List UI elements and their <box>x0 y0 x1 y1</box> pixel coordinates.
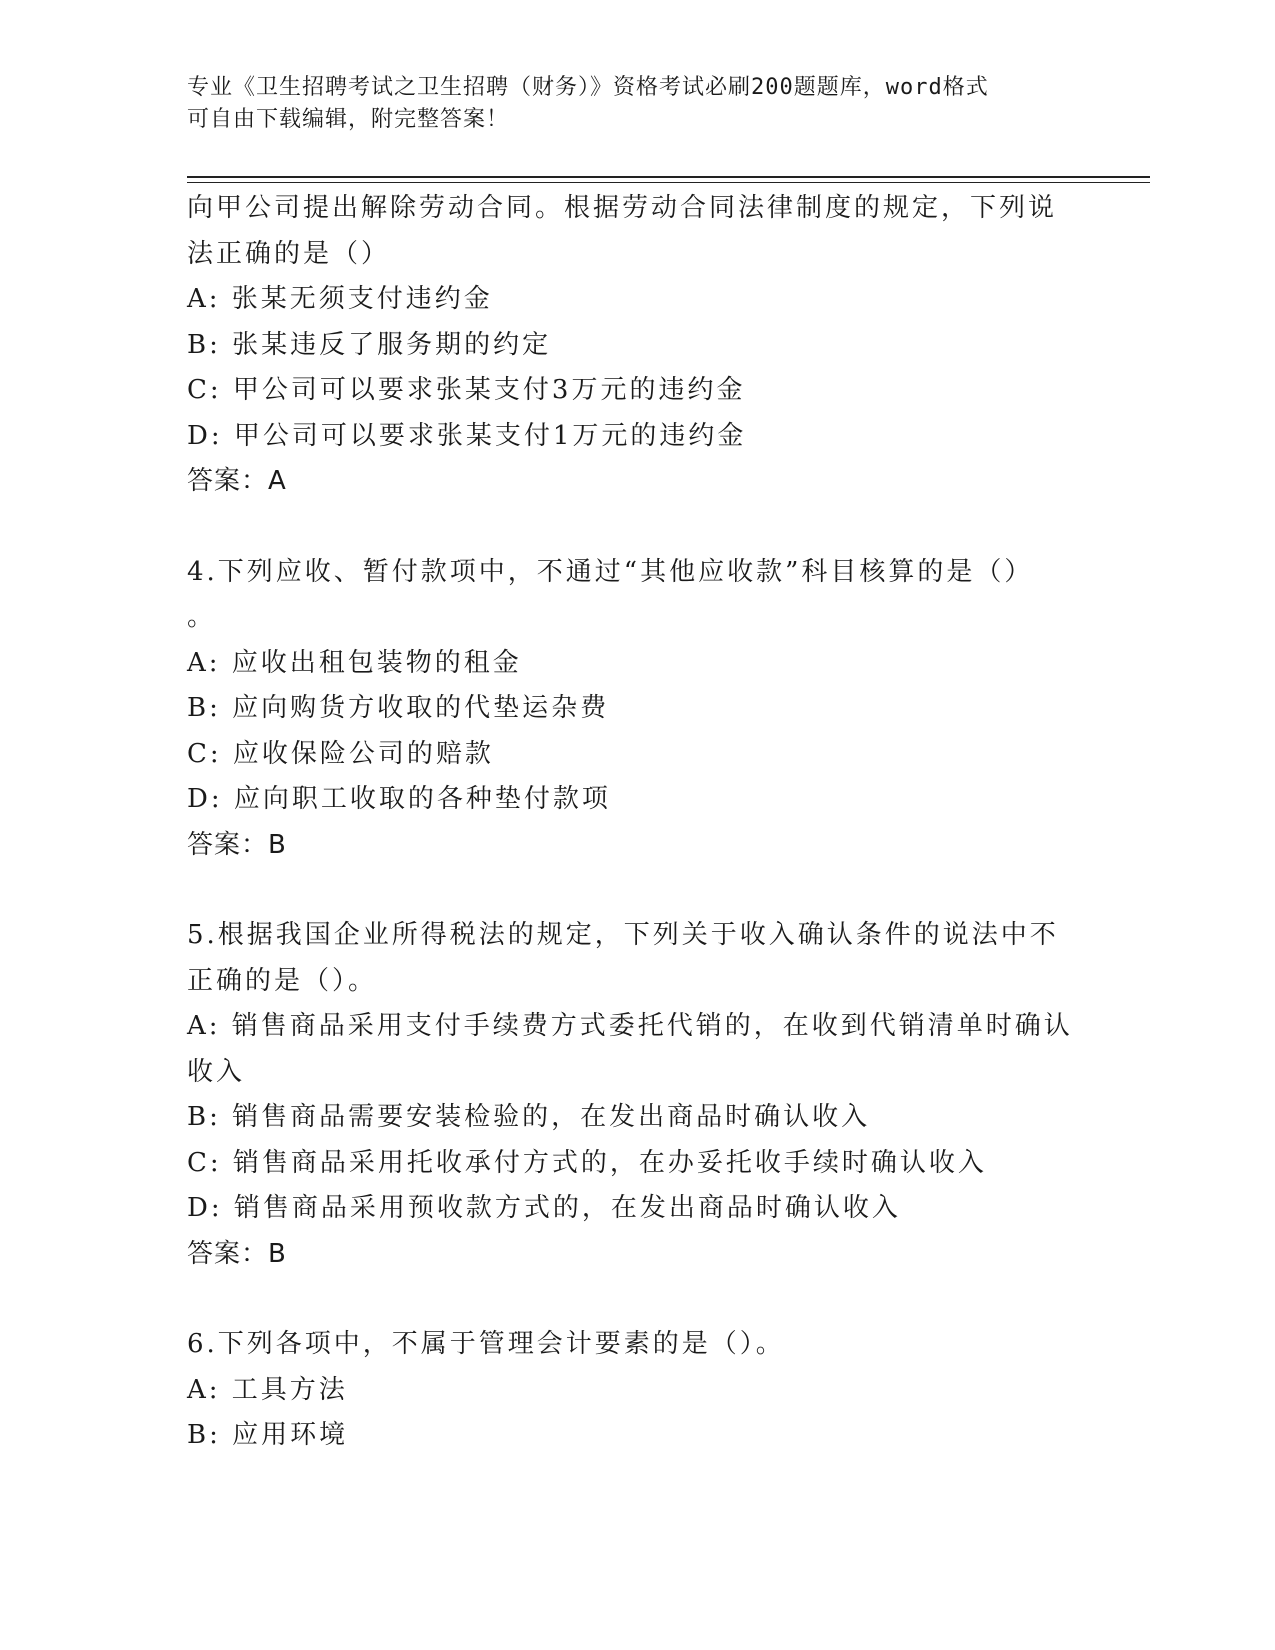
question-stem: 4.下列应收、暂付款项中，不通过“其他应收款”科目核算的是（） <box>187 556 1034 587</box>
option-a: A: 工具方法 <box>187 1374 348 1405</box>
option-d: D: 销售商品采用预收款方式的，在发出商品时确认收入 <box>187 1193 901 1223</box>
option-c: C: 应收保险公司的赔款 <box>187 738 494 769</box>
option-c: C: 销售商品采用托收承付方式的，在办妥托收手续时确认收入 <box>187 1147 987 1178</box>
answer-text: 答案：B <box>187 1238 287 1269</box>
option-a: A: 应收出租包装物的租金 <box>187 647 522 678</box>
spacer <box>187 505 1087 550</box>
option-b: B: 张某违反了服务期的约定 <box>187 329 552 360</box>
header-divider-thick <box>187 176 1150 178</box>
header-divider-thin <box>187 182 1150 183</box>
spacer <box>187 868 1087 913</box>
option-d: D: 应向职工收取的各种垫付款项 <box>187 784 611 814</box>
question-stem: 。 <box>187 602 217 632</box>
option-a-continued: 收入 <box>187 1056 246 1087</box>
option-d: D: 甲公司可以要求张某支付1万元的违约金 <box>187 420 747 451</box>
option-c: C: 甲公司可以要求张某支付3万元的违约金 <box>187 375 746 405</box>
header-title-line2: 可自由下载编辑，附完整答案！ <box>187 107 510 132</box>
option-a: A: 张某无须支付违约金 <box>187 284 493 314</box>
document-header <box>187 72 1087 136</box>
option-b: B: 应用环境 <box>187 1420 349 1450</box>
option-b: B: 销售商品需要安装检验的，在发出商品时确认收入 <box>187 1102 871 1132</box>
option-a: A: 销售商品采用支付手续费方式委托代销的，在收到代销清单时确认 <box>187 1011 1073 1041</box>
question-stem: 5.根据我国企业所得税法的规定，下列关于收入确认条件的说法中不 <box>187 920 1059 950</box>
question-stem: 向甲公司提出解除劳动合同。根据劳动合同法律制度的规定，下列说 <box>187 193 1058 223</box>
header-title-line1: 专业《卫生招聘考试之卫生招聘（财务）》资格考试必刷200题题库，word格式 <box>187 75 989 100</box>
question-stem: 正确的是（）。 <box>187 965 378 996</box>
question-stem: 法正确的是（） <box>187 238 391 269</box>
question-list <box>187 186 1087 1459</box>
spacer <box>187 1277 1087 1322</box>
option-b: B: 应向购货方收取的代垫运杂费 <box>187 693 610 723</box>
answer-text: 答案：B <box>187 829 287 860</box>
answer-text: 答案：A <box>187 466 287 496</box>
question-stem: 6.下列各项中，不属于管理会计要素的是（）。 <box>187 1329 785 1359</box>
